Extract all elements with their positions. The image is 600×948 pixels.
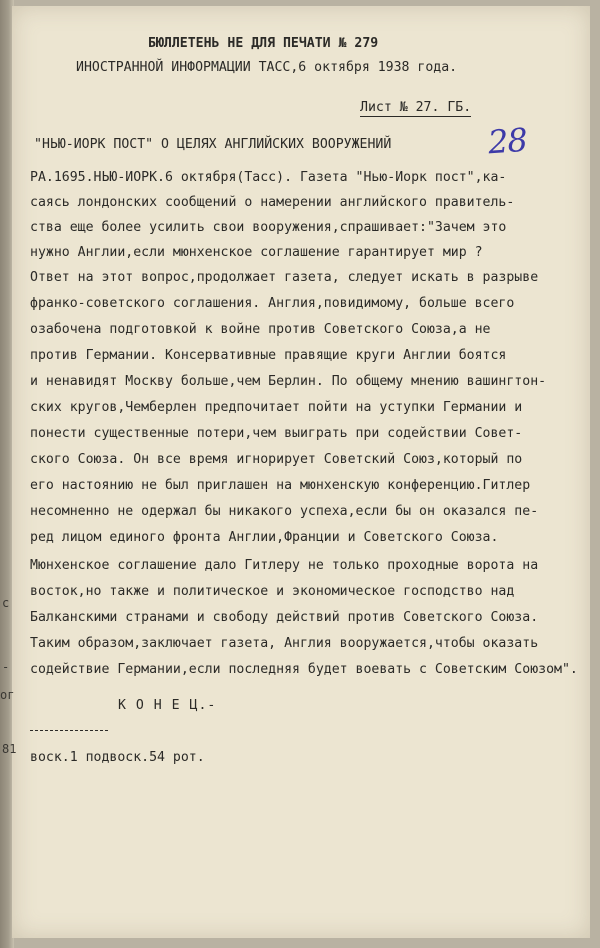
body-line: Таким образом,заключает газета, Англия вооружается,чтобы оказать	[30, 636, 539, 651]
body-line: его настоянию не был приглашен на мюнхенскую конференцию.Гитлер	[30, 478, 531, 493]
end-mark: К О Н Е Ц.-	[118, 698, 217, 713]
body-line: франко-советского соглашения. Англия,повидимому, больше всего	[30, 296, 515, 311]
body-line: против Германии. Консервативные правящие круги Англии боятся	[30, 348, 507, 363]
margin-mark: ог	[0, 688, 15, 702]
body-line: РА.1695.НЬЮ-ИОРК.6 октября(Тасс). Газета "Нью-Иорк пост",ка-	[30, 170, 507, 185]
body-line: нужно Англии,если мюнхенское соглашение гарантирует мир ?	[30, 245, 483, 260]
body-line: ства еще более усилить свои вооружения,спрашивает:"Зачем это	[30, 220, 507, 235]
body-line: и ненавидят Москву больше,чем Берлин. По общему мнению вашингтон-	[30, 374, 547, 389]
body-line: понести существенные потери,чем выиграть при содействии Совет-	[30, 426, 523, 441]
bulletin-subtitle: ИНОСТРАННОЙ ИНФОРМАЦИИ ТАСС,6 октября 1938 года.	[76, 60, 458, 75]
body-line: Ответ на этот вопрос,продолжает газета, следует искать в разрыве	[30, 270, 539, 285]
body-line: ред лицом единого фронта Англии,Франции и Советского Союза.	[30, 530, 499, 545]
body-line: восток,но также и политическое и экономическое господство над	[30, 584, 515, 599]
separator-line	[30, 730, 108, 731]
margin-mark: -	[2, 660, 10, 674]
body-line: озабочена подготовкой к войне против Советского Союза,а не	[30, 322, 491, 337]
footer-note: воск.1 подвоск.54 рот.	[30, 750, 205, 765]
body-line: саясь лондонских сообщений о намерении английского правитель-	[30, 195, 515, 210]
bulletin-title: БЮЛЛЕТЕНЬ НЕ ДЛЯ ПЕЧАТИ № 279	[148, 36, 379, 51]
sheet-number: Лист № 27. ГБ.	[360, 100, 472, 115]
body-line: ских кругов,Чемберлен предпочитает пойти на уступки Германии и	[30, 400, 523, 415]
margin-mark: 81	[2, 742, 17, 756]
handwritten-folio-number: 28	[486, 120, 528, 162]
margin-mark: с	[2, 596, 10, 610]
body-line: содействие Германии,если последняя будет воевать с Советским Союзом".	[30, 662, 578, 677]
body-line: ского Союза. Он все время игнорирует Советский Союз,который по	[30, 452, 523, 467]
body-line: Мюнхенское соглашение дало Гитлеру не только проходные ворота на	[30, 558, 539, 573]
body-line: Балканскими странами и свободу действий против Советского Союза.	[30, 610, 539, 625]
headline: "НЬЮ-ИОРК ПОСТ" О ЦЕЛЯХ АНГЛИЙСКИХ ВООРУЖЕНИЙ	[34, 137, 392, 152]
body-line: несомненно не одержал бы никакого успеха,если бы он оказался пе-	[30, 504, 539, 519]
